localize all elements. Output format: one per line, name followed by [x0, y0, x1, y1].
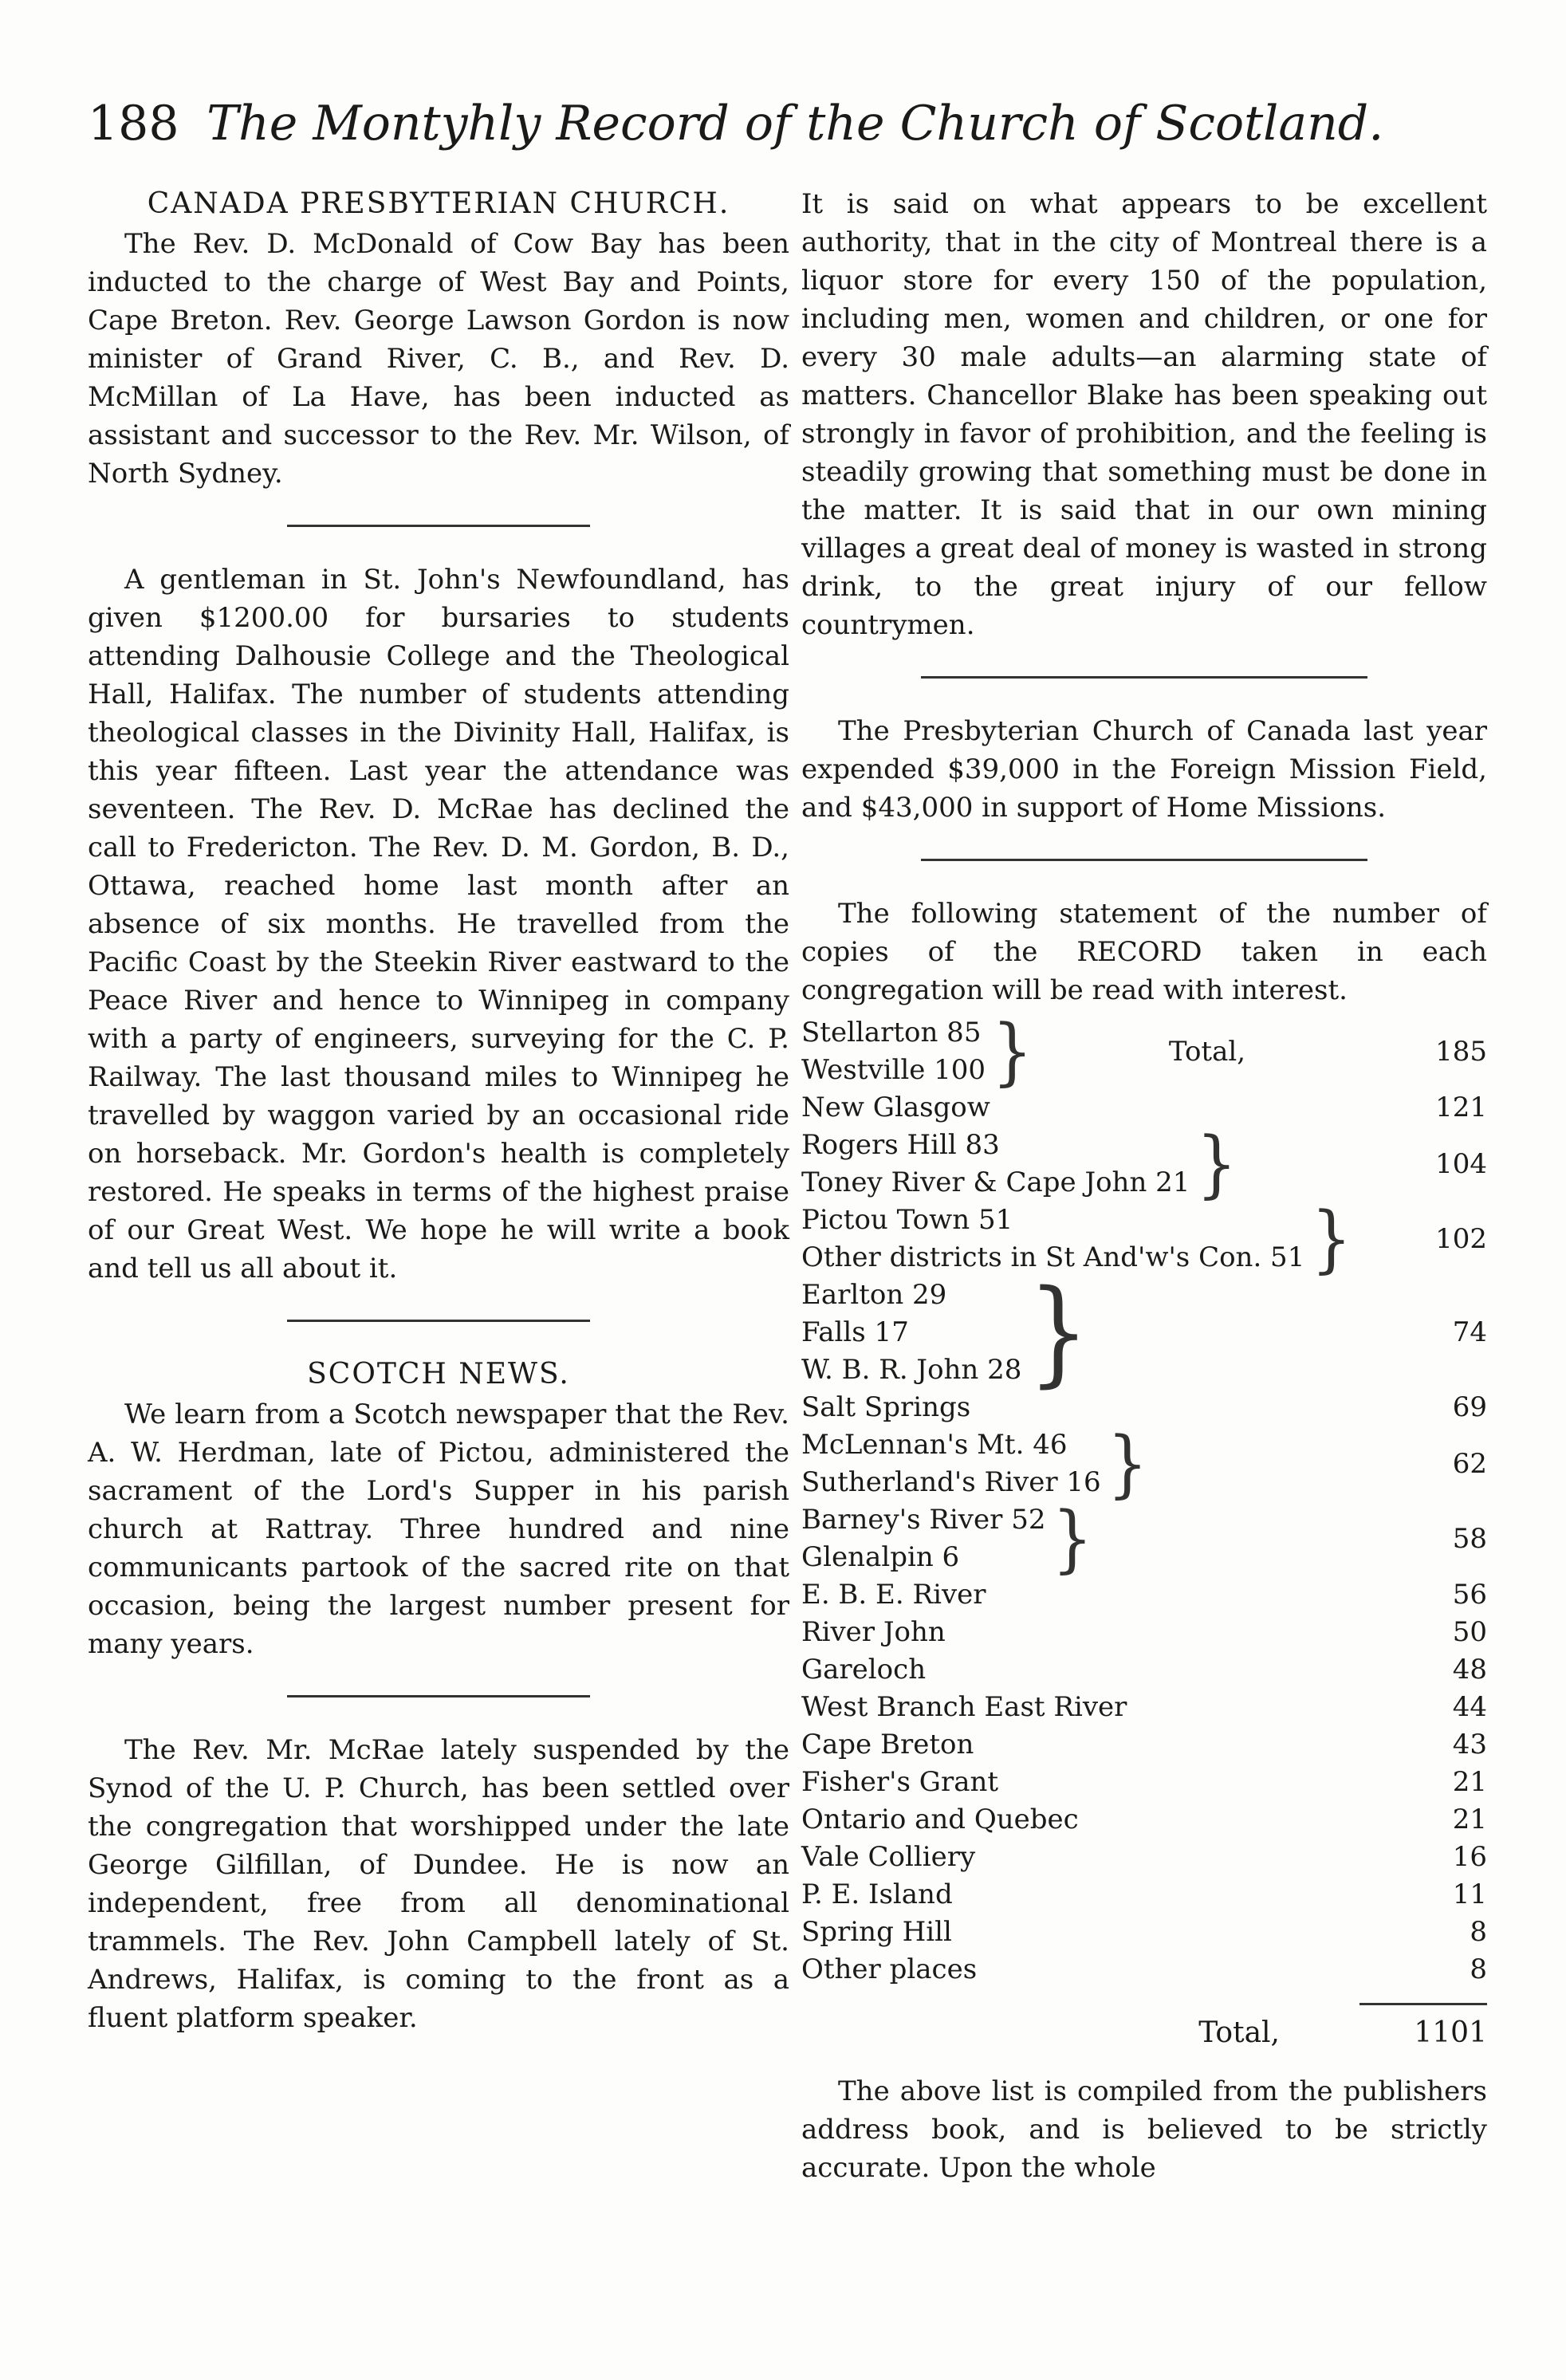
left-column: [88, 185, 789, 2037]
table-entry: Rogers Hill 83: [801, 1129, 1000, 1161]
table-value: 48: [1452, 1654, 1487, 1686]
table-entry: Earlton 29: [801, 1279, 947, 1311]
divider: [287, 525, 590, 527]
grand-total-label: Total,: [1198, 2016, 1280, 2049]
table-row: [801, 1801, 1487, 1839]
table-entry: River John: [801, 1616, 946, 1648]
table-value: 104: [1435, 1147, 1487, 1180]
table-group: [801, 1265, 1487, 1399]
table-value: 8: [1470, 1916, 1487, 1948]
table-entry: Spring Hill: [801, 1916, 952, 1948]
table-value: 121: [1435, 1092, 1487, 1123]
copies-table: [801, 1008, 1487, 2053]
table-entry: Cape Breton: [801, 1729, 974, 1760]
table-entry: Barney's River 52: [801, 1504, 1046, 1536]
table-group: [801, 1120, 1487, 1206]
brace-icon: }: [1028, 1265, 1089, 1399]
table-value: 56: [1452, 1579, 1487, 1611]
table-value: 21: [1452, 1804, 1487, 1835]
table-value: 74: [1452, 1316, 1487, 1348]
table-entry: Fisher's Grant: [801, 1766, 999, 1798]
table-entry: Ontario and Quebec: [801, 1804, 1079, 1835]
brace-icon: }: [1311, 1195, 1352, 1281]
article-montreal-liquor: It is said on what appears to be excellent authority, that in the city of Montreal there is a liquor store for every 150 of the population, including men, women and children, or one for every 30 male adults—an alarming state of matters. Chancellor Blake has been speaking out strongly in favor of prohibition, and the feeling is steadily growing that something must be done in the matter. It is said that in our own mining villages a great deal of money is wasted in strong drink, to the great injury of our fellow countrymen.: [801, 188, 1487, 641]
table-entry: Falls 17: [801, 1316, 909, 1348]
table-entry: Sutherland's River 16: [801, 1466, 1101, 1498]
article-mcrae: The Rev. Mr. McRae lately suspended by the Synod of the U. P. Church, has been settled over the congregation that worshipped under the late George Gilfillan, of Dundee. He is now an independent, free from all denominational trammels. The Rev. John Campbell lately of St. Andrews, Halifax, is coming to the front as a fluent platform speaker.: [88, 1734, 789, 2034]
table-value: 69: [1452, 1391, 1487, 1423]
table-row: [801, 1576, 1487, 1614]
table-row: [801, 1726, 1487, 1764]
table-entry: E. B. E. River: [801, 1579, 986, 1611]
table-value: 62: [1452, 1447, 1487, 1480]
table-group: [801, 1195, 1487, 1281]
table-group: [801, 1420, 1487, 1506]
table-simple-rows: [801, 1576, 1487, 1989]
grand-total-value: 1101: [1414, 2016, 1487, 2049]
divider: [921, 676, 1367, 679]
table-entry: P. E. Island: [801, 1878, 953, 1910]
page-number: 188: [88, 96, 179, 151]
table-row: [801, 1764, 1487, 1801]
table-row: [801, 1876, 1487, 1914]
closing-paragraph: [801, 2072, 1487, 2187]
table-row: [801, 1914, 1487, 1951]
table-entry: Other places: [801, 1953, 978, 1985]
table-value: 43: [1452, 1729, 1487, 1760]
brace-icon: }: [992, 1008, 1033, 1094]
divider: [287, 1320, 590, 1322]
table-entry: West Branch East River: [801, 1691, 1127, 1723]
table-value: 11: [1452, 1878, 1487, 1910]
table-entry: Vale Colliery: [801, 1841, 976, 1873]
table-row: [801, 1651, 1487, 1689]
brace-icon: }: [1107, 1420, 1148, 1506]
table-value: 16: [1452, 1841, 1487, 1873]
table-value: 58: [1452, 1522, 1487, 1555]
table-entry: New Glasgow: [801, 1092, 990, 1123]
divider: [287, 1695, 590, 1697]
table-value: 44: [1452, 1691, 1487, 1723]
table-entry: McLennan's Mt. 46: [801, 1429, 1068, 1461]
table-value: 185: [1435, 1035, 1487, 1068]
table-entry: Salt Springs: [801, 1391, 971, 1423]
brace-icon: }: [1052, 1495, 1093, 1581]
article-canada-inductions: The Rev. D. McDonald of Cow Bay has been inducted to the charge of West Bay and Points, Cape Breton. Rev. George Lawson Gordon is now minister of Grand River, C. B., and Rev. D. McMillan of La Have, has been inducted as assistant and successor to the Rev. Mr. Wilson, of North Sydney.: [88, 228, 789, 490]
section-heading-scotch-news: SCOTCH NEWS.: [307, 1358, 570, 1391]
total-rule: [1359, 2003, 1487, 2005]
running-title: The Montyhly Record of the Church of Scotland.: [207, 96, 1384, 151]
article-foreign-missions: The Presbyterian Church of Canada last year expended $39,000 in the Foreign Mission Field, and $43,000 in support of Home Missions.: [801, 715, 1487, 824]
table-value: 50: [1452, 1616, 1487, 1648]
table-entry: Toney River & Cape John 21: [801, 1166, 1190, 1198]
table-entry: Stellarton 85: [801, 1017, 982, 1048]
table-value: 21: [1452, 1766, 1487, 1798]
article-list-accuracy: The above list is compiled from the publishers address book, and is believed to be strictly accurate. Upon the whole: [801, 2075, 1487, 2184]
table-entry: W. B. R. John 28: [801, 1354, 1022, 1386]
table-value: 102: [1435, 1222, 1487, 1255]
table-row: [801, 1089, 1487, 1127]
table-entry: Other districts in St And'w's Con. 51: [801, 1241, 1305, 1273]
table-entry: Pictou Town 51: [801, 1204, 1013, 1236]
right-column: [801, 185, 1487, 2187]
article-herdman: We learn from a Scotch newspaper that the Rev. A. W. Herdman, late of Pictou, administered the sacrament of the Lord's Supper in his parish church at Rattray. Three hundred and nine communicants partook of the sacred rite on that occasion, being the largest number present for many years.: [88, 1398, 789, 1660]
table-row: [801, 1951, 1487, 1989]
section-heading-canada: CANADA PRESBYTERIAN CHURCH.: [147, 187, 730, 220]
article-bursaries: A gentleman in St. John's Newfoundland, has given $1200.00 for bursaries to students attending Dalhousie College and the Theological Hall, Halifax. The number of students attending theological classes in the Divinity Hall, Halifax, is this year fifteen. Last year the attendance was seventeen. The Rev. D. McRae has declined the call to Fredericton. The Rev. D. M. Gordon, B. D., Ottawa, reached home last month after an absence of six months. He travelled from the Pacific Coast by the Steekin River eastward to the Peace River and hence to Winnipeg in company with a party of engineers, surveying for the C. P. Railway. The last thousand miles to Winnipeg he travelled by waggon varied by an occasional ride on horseback. Mr. Gordon's health is completely restored. He speaks in terms of the highest praise of our Great West. We hope he will write a book and tell us all about it.: [88, 564, 789, 1284]
table-value: 8: [1470, 1953, 1487, 1985]
table-entry: Glenalpin 6: [801, 1541, 960, 1573]
table-row: [801, 1839, 1487, 1876]
grand-total-row: [801, 2013, 1487, 2053]
table-row: [801, 1689, 1487, 1726]
table-entry: Gareloch: [801, 1654, 927, 1686]
group-total-label: Total,: [1168, 1035, 1246, 1068]
table-entry: Westville 100: [801, 1054, 986, 1086]
table-row: [801, 1614, 1487, 1651]
article-record-statement: The following statement of the number of copies of the RECORD taken in each congregation will be read with interest.: [801, 898, 1487, 1006]
page-header: [88, 88, 1384, 159]
brace-icon: }: [1196, 1120, 1237, 1206]
table-group: [801, 1008, 1487, 1094]
divider: [921, 859, 1367, 861]
table-group: [801, 1495, 1487, 1581]
